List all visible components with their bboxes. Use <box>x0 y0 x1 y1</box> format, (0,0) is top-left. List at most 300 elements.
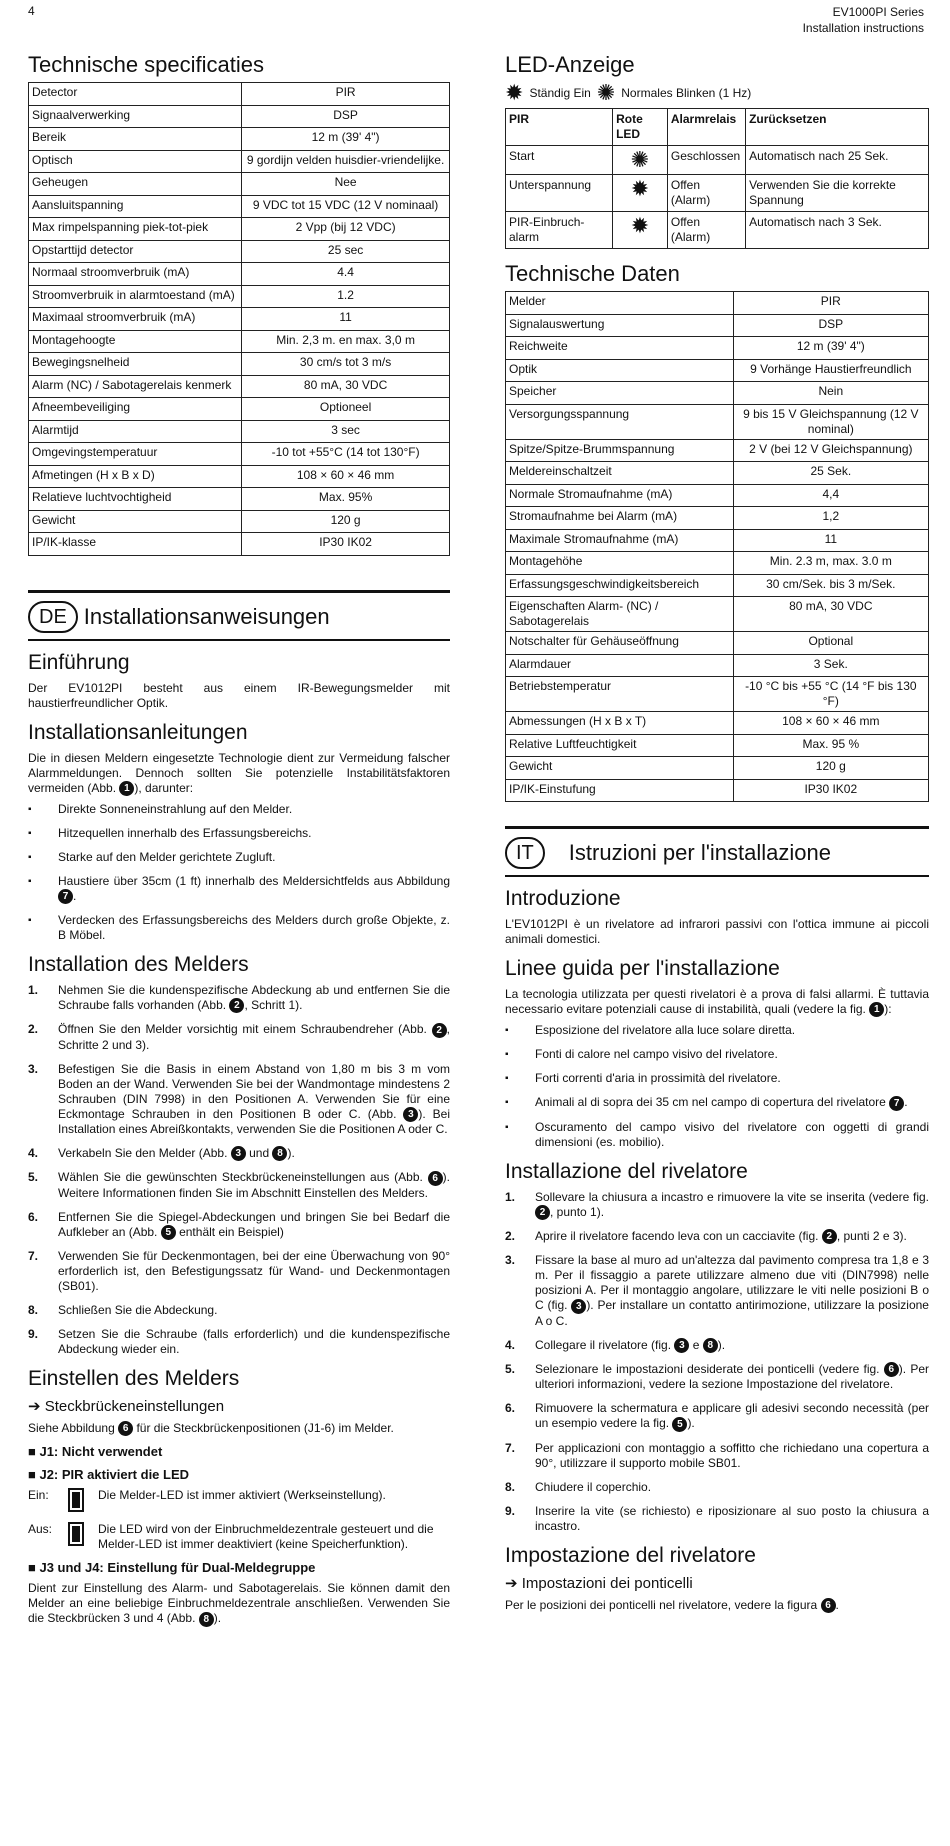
series-name: EV1000PI Series <box>832 5 924 19</box>
spec-label: Stroomverbruik in alarmtoestand (mA) <box>29 285 242 308</box>
text: ). <box>717 1337 726 1352</box>
table-row <box>29 150 450 173</box>
table-row <box>506 212 929 249</box>
spec-value: 30 cm/s tot 3 m/s <box>242 353 450 376</box>
step-text <box>58 1327 450 1357</box>
spec-label: Aansluitspanning <box>29 195 242 218</box>
text: ). <box>687 1416 695 1431</box>
list-item: ▪ Hitzequellen innerhalb des Erfassungsbereichs. <box>28 826 450 841</box>
spec-value: Max. 95 % <box>733 734 928 757</box>
text: Per applicazioni con montaggio a soffitto che richiedano una copertura a 90°, utilizzare il supporto mobile SB01. <box>535 1440 929 1470</box>
it-guide-heading: Linee guida per l'installazione <box>505 957 780 980</box>
text: ). <box>213 1611 222 1626</box>
text: Inserire la vite (se richiesto) e riposizionare al suo posto la chiusura a incastro. <box>535 1503 929 1533</box>
spec-label: Abmessungen (H x B x T) <box>506 712 734 735</box>
step-text <box>535 1338 929 1353</box>
it-bullet-list <box>505 1023 929 1149</box>
figure-ref: 6 <box>884 1362 899 1377</box>
table-row <box>506 462 929 485</box>
spec-label: Relative Luftfeuchtigkeit <box>506 734 734 757</box>
de-settings-heading: Einstellen des Melders <box>28 1367 240 1391</box>
text: Entfernen Sie die Spiegel-Abdeckungen und bringen Sie bei Bedarf die Aufkleber an (Abb. <box>58 1209 450 1239</box>
led-blink-icon: ✺ <box>630 147 650 172</box>
step-number: 6. <box>505 1401 516 1416</box>
language-badge: DE <box>28 601 78 633</box>
reset-info: Verwenden Sie die korrekte Spannung <box>746 175 929 212</box>
it-guide-text <box>505 987 929 1017</box>
spec-value: 80 mA, 30 VDC <box>242 375 450 398</box>
spec-value: 3 sec <box>242 420 450 443</box>
text: Per le posizioni dei ponticelli nel rivelatore, vedere la figura <box>505 1597 818 1612</box>
table-row <box>506 712 929 735</box>
spec-label: Signalauswertung <box>506 314 734 337</box>
spec-label: Erfassungsgeschwindigkeitsbereich <box>506 574 734 597</box>
spec-value: Min. 2,3 m. en max. 3,0 m <box>242 330 450 353</box>
step-item <box>505 1401 929 1431</box>
de-specs-table <box>505 291 929 802</box>
text: Nehmen Sie die kundenspezifische Abdeckung ab und entfernen Sie die Schraube falls vorhanden (Abb. <box>58 983 450 1013</box>
doc-type: Installation instructions <box>802 21 924 35</box>
table-row <box>506 632 929 655</box>
spec-value: -10 tot +55°C (14 tot 130°F) <box>242 443 450 466</box>
table-row <box>506 292 929 315</box>
spec-value: IP30 IK02 <box>242 533 450 556</box>
table-row <box>29 398 450 421</box>
spec-label: Reichweite <box>506 337 734 360</box>
step-text <box>58 1210 450 1240</box>
spec-value: 4,4 <box>733 484 928 507</box>
page-number: 4 <box>28 4 35 18</box>
figure-ref: 2 <box>535 1205 550 1220</box>
spec-label: Spitze/Spitze-Brummspannung <box>506 439 734 462</box>
table-row <box>506 529 929 552</box>
spec-value: 9 Vorhänge Haustierfreundlich <box>733 359 928 382</box>
j34-heading: ■ J3 und J4: Einstellung für Dual-Meldegruppe <box>28 1560 316 1576</box>
spec-label: Bewegingsnelheid <box>29 353 242 376</box>
spec-value: 1,2 <box>733 507 928 530</box>
de-jumper-text <box>28 1421 450 1436</box>
text: Öffnen Sie den Melder vorsichtig mit einem Schraubendreher (Abb. <box>58 1022 427 1037</box>
step-item <box>28 1210 450 1240</box>
spec-value: 25 Sek. <box>733 462 928 485</box>
led-on-icon: ✹ <box>630 176 650 201</box>
nl-specs-title: Technische specificaties <box>28 52 265 77</box>
spec-value: Max. 95% <box>242 488 450 511</box>
step-item <box>505 1190 929 1220</box>
de-bullet-list <box>28 802 450 943</box>
spec-value: Nee <box>242 173 450 196</box>
step-number: 1. <box>505 1189 516 1204</box>
list-item: ▪ Forti correnti d'aria in prossimità del rivelatore. <box>505 1071 929 1086</box>
led-on-label: Ständig Ein <box>529 86 591 100</box>
spec-value: 9 VDC tot 15 VDC (12 V nominaal) <box>242 195 450 218</box>
table-row <box>29 488 450 511</box>
spec-label: Gewicht <box>29 510 242 533</box>
j2-heading: ■ J2: PIR aktiviert die LED <box>28 1467 190 1483</box>
led-legend <box>505 82 929 104</box>
section-title: Installationsanweisungen <box>83 603 330 629</box>
led-state: Unterspannung <box>506 175 613 212</box>
spec-label: Max rimpelspanning piek-tot-piek <box>29 218 242 241</box>
text: ): <box>884 1002 892 1016</box>
j34-text <box>28 1581 450 1626</box>
table-row <box>29 533 450 556</box>
text: ). Per installare un contatto antirimozione, utilizzare la posizione A o C. <box>535 1298 929 1328</box>
led-on-icon: ✹ <box>505 80 524 105</box>
table-row <box>506 552 929 575</box>
table-row <box>506 507 929 530</box>
step-number: 8. <box>28 1303 39 1318</box>
column-header: Zurücksetzen <box>746 109 929 146</box>
spec-label: Versorgungsspannung <box>506 404 734 439</box>
step-item <box>28 1022 450 1052</box>
figure-ref: 7 <box>889 1096 904 1111</box>
spec-label: Afmetingen (H x B x D) <box>29 465 242 488</box>
column-header: Alarmrelais <box>667 109 745 146</box>
table-row <box>506 597 929 632</box>
spec-label: Signaalverwerking <box>29 105 242 128</box>
text: Verwenden Sie für Deckenmontagen, bei der eine Überwachung von 90° erforderlich ist, den Befestigungssatz für Wand- und Deckenmontagen (SB01). <box>58 1249 450 1294</box>
j1-heading: ■ J1: Nicht verwendet <box>28 1444 163 1460</box>
spec-value: DSP <box>733 314 928 337</box>
step-item <box>505 1504 929 1534</box>
spec-value: 120 g <box>733 757 928 780</box>
jumper-on-icon <box>68 1488 84 1512</box>
table-row <box>506 757 929 780</box>
reset-info: Automatisch nach 3 Sek. <box>746 212 929 249</box>
step-text <box>535 1401 929 1431</box>
de-jumper-heading: ➔ Steckbrückeneinstellungen <box>28 1398 225 1416</box>
table-row <box>506 146 929 175</box>
led-indicator-cell <box>613 212 668 249</box>
step-number: 9. <box>505 1503 516 1518</box>
spec-label: IP/IK-Einstufung <box>506 779 734 802</box>
step-text <box>535 1190 929 1220</box>
running-header <box>803 4 924 36</box>
step-number: 4. <box>505 1337 516 1352</box>
spec-value: 3 Sek. <box>733 654 928 677</box>
text: ). Per ulteriori informazioni, vedere la sezione Impostazione del rivelatore. <box>535 1361 929 1392</box>
relay-state: Offen (Alarm) <box>667 175 745 212</box>
text: ). Weitere Informationen finden Sie im Abschnitt Einstellen des Melders. <box>58 1170 450 1200</box>
spec-label: Geheugen <box>29 173 242 196</box>
text: ), darunter: <box>134 780 194 795</box>
step-item <box>28 983 450 1013</box>
text: für die Steckbrückenpositionen (J1-6) im Melder. <box>136 1421 394 1436</box>
table-row <box>506 314 929 337</box>
step-text <box>58 983 450 1013</box>
step-number: 5. <box>28 1170 39 1185</box>
spec-value: 108 × 60 × 46 mm <box>733 712 928 735</box>
right-column <box>505 52 929 1619</box>
jumper-on-text: Die Melder-LED ist immer aktiviert (Werkseinstellung). <box>98 1488 386 1503</box>
spec-label: Opstarttijd detector <box>29 240 242 263</box>
step-text <box>535 1229 929 1244</box>
table-row <box>506 439 929 462</box>
step-item <box>505 1480 929 1495</box>
text: J3 und J4: Einstellung für Dual-Meldegruppe <box>39 1560 316 1576</box>
text: enthält ein Beispiel) <box>175 1224 284 1239</box>
spec-value: 9 gordijn velden huisdier-vriendelijke. <box>242 150 450 173</box>
figure-ref: 3 <box>403 1107 418 1122</box>
figure-ref: 2 <box>432 1023 447 1038</box>
table-row <box>29 105 450 128</box>
figure-ref: 8 <box>272 1146 287 1161</box>
spec-label: Maximaal stroomverbruik (mA) <box>29 308 242 331</box>
list-item: ▪ Direkte Sonneneinstrahlung auf den Melder. <box>28 802 450 817</box>
step-number: 2. <box>505 1228 516 1243</box>
text: Dient zur Einstellung des Alarm- und Sabotagerelais. Sie können damit den Melder an eine beliebige Einbruchmeldezentrale anschließen. Verwenden Sie die Steckbrücken 3 und 4 (Abb. <box>28 1581 450 1626</box>
table-row <box>29 353 450 376</box>
step-item <box>505 1362 929 1392</box>
spec-label: Montagehoogte <box>29 330 242 353</box>
led-table <box>505 108 929 249</box>
text: Befestigen Sie die Basis in einem Abstand von 1,80 m bis 3 m vom Boden an der Wand. Verwenden Sie bei der Wandmontage mindestens 2 Schrauben (DIN 7998) in den Positionen A. Verwenden Sie für eine Eckmontage Schrauben in den Positionen B oder C. (Abb. <box>58 1061 450 1121</box>
step-text <box>58 1062 450 1137</box>
jumper-on-label: Ein: <box>28 1488 49 1503</box>
text: Impostazioni dei ponticelli <box>521 1574 693 1592</box>
led-indicator-cell <box>613 175 668 212</box>
de-steps <box>28 983 450 1357</box>
led-indicator-cell <box>613 146 668 175</box>
text: Aprire il rivelatore facendo leva con un cacciavite (fig. <box>535 1228 819 1243</box>
step-item <box>505 1253 929 1328</box>
relay-state: Geschlossen <box>667 146 745 175</box>
step-text <box>535 1441 929 1471</box>
jumper-off-icon <box>68 1522 84 1546</box>
led-state: PIR-Einbruch-alarm <box>506 212 613 249</box>
spec-label: Meldereinschaltzeit <box>506 462 734 485</box>
column-header: Rote LED <box>613 109 668 146</box>
step-text <box>58 1249 450 1294</box>
spec-value: 2 V (bei 12 V Gleichspannung) <box>733 439 928 462</box>
jumper-off-row <box>28 1522 450 1552</box>
step-item <box>28 1249 450 1294</box>
figure-ref: 5 <box>672 1417 687 1432</box>
step-text <box>535 1480 929 1495</box>
list-item: ▪ Fonti di calore nel campo visivo del rivelatore. <box>505 1047 929 1062</box>
spec-value: PIR <box>733 292 928 315</box>
spec-value: 30 cm/Sek. bis 3 m/Sek. <box>733 574 928 597</box>
list-item: ▪ Starke auf den Melder gerichtete Zugluft. <box>28 850 450 865</box>
step-number: 1. <box>28 983 39 998</box>
spec-value: IP30 IK02 <box>733 779 928 802</box>
text: Collegare il rivelatore (fig. <box>535 1337 672 1352</box>
table-row <box>29 510 450 533</box>
step-number: 9. <box>28 1327 39 1342</box>
led-on-icon: ✹ <box>630 213 650 238</box>
figure-ref: 3 <box>674 1338 689 1353</box>
step-item <box>505 1338 929 1353</box>
table-row <box>506 382 929 405</box>
spec-label: Omgevingstemperatuur <box>29 443 242 466</box>
text: Fissare la base al muro ad un'altezza dal pavimento compresa tra 1,8 e 3 m. Per il fissaggio a parete utilizzare almeno due viti (DIN7998) nelle posizioni A. Per il montaggio angolare, utilizzare le viti nelle posizioni B o C (fig. <box>535 1253 929 1313</box>
list-item: ▪ Esposizione del rivelatore alla luce solare diretta. <box>505 1023 929 1038</box>
relay-state: Offen (Alarm) <box>667 212 745 249</box>
table-row <box>506 574 929 597</box>
figure-ref: 1 <box>869 1002 884 1017</box>
spec-value: Min. 2.3 m, max. 3.0 m <box>733 552 928 575</box>
spec-label: Betriebstemperatur <box>506 677 734 712</box>
led-state: Start <box>506 146 613 175</box>
table-row <box>29 308 450 331</box>
table-row <box>506 359 929 382</box>
step-text <box>58 1170 450 1200</box>
it-section-header <box>505 826 929 877</box>
list-item: ▪ Animali al di sopra dei 35 cm nel campo di copertura del rivelatore 7 . <box>505 1095 929 1110</box>
spec-label: Relatieve luchtvochtigheid <box>29 488 242 511</box>
jumper-off-text: Die LED wird von der Einbruchmeldezentrale gesteuert und die Melder-LED ist immer deaktiviert (keine Speicherfunktion). <box>98 1522 434 1552</box>
jumper-on-row <box>28 1488 450 1516</box>
text: , Schritte 2 und 3). <box>58 1022 450 1052</box>
step-number: 6. <box>28 1209 39 1224</box>
text: J2: PIR aktiviert die LED <box>39 1467 190 1483</box>
text: J1: Nicht verwendet <box>39 1444 163 1460</box>
spec-value: Optioneel <box>242 398 450 421</box>
section-title: Istruzioni per l'installazione <box>568 840 831 865</box>
step-number: 2. <box>28 1022 39 1037</box>
spec-value: 1.2 <box>242 285 450 308</box>
list-item: ▪ Verdecken des Erfassungsbereichs des Melders durch große Objekte, z. B Möbel. <box>28 913 450 943</box>
table-header-row <box>506 109 929 146</box>
step-item <box>28 1327 450 1357</box>
it-install-heading: Installazione del rivelatore <box>505 1159 748 1183</box>
figure-ref: 6 <box>821 1598 836 1613</box>
spec-label: Melder <box>506 292 734 315</box>
table-row <box>506 404 929 439</box>
spec-label: Maximale Stromaufnahme (mA) <box>506 529 734 552</box>
text: Selezionare le impostazioni desiderate dei ponticelli (vedere fig. <box>535 1361 880 1376</box>
step-number: 7. <box>505 1440 516 1455</box>
spec-label: IP/IK-klasse <box>29 533 242 556</box>
de-specs-title: Technische Daten <box>505 261 680 286</box>
step-item <box>28 1170 450 1200</box>
step-text <box>58 1303 450 1318</box>
text: Die in diesen Meldern eingesetzte Technologie dient zur Vermeidung falscher Alarmmeldungen. Dennoch sollten Sie potenzielle Instabilitätsfaktoren vermeiden (Abb. <box>28 750 450 795</box>
step-item <box>28 1062 450 1137</box>
step-number: 8. <box>505 1479 516 1494</box>
spec-value: 9 bis 15 V Gleichspannung (12 V nominal) <box>733 404 928 439</box>
spec-value: 12 m (39' 4") <box>733 337 928 360</box>
text: Haustiere über 35cm (1 ft) innerhalb des Meldersichtfelds aus Abbildung <box>58 873 450 888</box>
de-guide-text <box>28 751 450 796</box>
text: , punto 1). <box>550 1204 605 1219</box>
text: La tecnologia utilizzata per questi rivelatori è a prova di falsi allarmi. È tuttavia necessario evitare potenziali cause di instabilità, quali (vedere la fig. <box>505 987 929 1016</box>
figure-ref: 2 <box>822 1229 837 1244</box>
step-item <box>28 1303 450 1318</box>
table-row <box>506 484 929 507</box>
text: Schließen Sie die Abdeckung. <box>58 1303 218 1318</box>
spec-label: Optik <box>506 359 734 382</box>
spec-label: Alarmdauer <box>506 654 734 677</box>
led-blink-icon: ✺ <box>596 80 616 105</box>
table-row <box>506 734 929 757</box>
text: Steckbrückeneinstellungen <box>44 1398 225 1416</box>
list-item: ▪ Haustiere über 35cm (1 ft) innerhalb des Meldersichtfelds aus Abbildung 7 . <box>28 874 450 904</box>
step-number: 3. <box>505 1253 516 1268</box>
reset-info: Automatisch nach 25 Sek. <box>746 146 929 175</box>
table-row <box>29 173 450 196</box>
spec-label: Eigenschaften Alarm- (NC) / Sabotagerelais <box>506 597 734 632</box>
spec-value: -10 °C bis +55 °C (14 °F bis 130 °F) <box>733 677 928 712</box>
table-row <box>506 337 929 360</box>
it-intro-text: L'EV1012PI è un rivelatore ad infrarori passivi con l'ottica immune ai piccoli animali domestici. <box>505 917 929 946</box>
it-settings-heading: Impostazione del rivelatore <box>505 1543 756 1567</box>
table-row <box>506 654 929 677</box>
spec-label: Normaal stroomverbruik (mA) <box>29 263 242 286</box>
table-row <box>29 195 450 218</box>
spec-label: Gewicht <box>506 757 734 780</box>
column-header: PIR <box>506 109 613 146</box>
step-number: 5. <box>505 1361 516 1376</box>
figure-ref: 5 <box>161 1225 176 1240</box>
figure-ref: 2 <box>229 998 244 1013</box>
text: Sollevare la chiusura a incastro e rimuovere la vite se inserita (vedere fig. <box>535 1189 929 1204</box>
it-intro-heading: Introduzione <box>505 887 621 910</box>
step-item <box>28 1146 450 1161</box>
text: ). <box>287 1146 295 1161</box>
step-item <box>505 1441 929 1471</box>
list-item: ▪ Oscuramento del campo visivo del rivelatore con oggetti di grandi dimensioni (es. mobilio). <box>505 1120 929 1150</box>
table-row <box>29 83 450 106</box>
spec-label: Stromaufnahme bei Alarm (mA) <box>506 507 734 530</box>
text: Wählen Sie die gewünschten Steckbrückeneinstellungen aus (Abb. <box>58 1170 423 1185</box>
nl-specs-table <box>28 82 450 556</box>
table-row <box>29 420 450 443</box>
table-row <box>29 465 450 488</box>
step-number: 4. <box>28 1146 39 1161</box>
spec-value: 12 m (39' 4") <box>242 128 450 151</box>
spec-label: Afneembeveiliging <box>29 398 242 421</box>
spec-value: DSP <box>242 105 450 128</box>
spec-label: Alarm (NC) / Sabotagerelais kenmerk <box>29 375 242 398</box>
text: Chiudere il coperchio. <box>535 1479 652 1494</box>
de-section-header <box>28 590 450 641</box>
led-title: LED-Anzeige <box>505 52 635 77</box>
step-number: 7. <box>28 1249 39 1264</box>
spec-value: 25 sec <box>242 240 450 263</box>
figure-ref: 6 <box>118 1421 133 1436</box>
table-row <box>29 375 450 398</box>
it-steps <box>505 1190 929 1534</box>
text: Animali al di sopra dei 35 cm nel campo di copertura del rivelatore <box>535 1095 886 1110</box>
spec-label: Optisch <box>29 150 242 173</box>
spec-label: Alarmtijd <box>29 420 242 443</box>
text: . <box>835 1597 839 1612</box>
step-text <box>535 1362 929 1392</box>
spec-value: 80 mA, 30 VDC <box>733 597 928 632</box>
spec-value: PIR <box>242 83 450 106</box>
it-jumper-text <box>505 1598 929 1613</box>
step-text <box>535 1504 929 1534</box>
table-row <box>29 218 450 241</box>
spec-label: Bereik <box>29 128 242 151</box>
figure-ref: 3 <box>571 1299 586 1314</box>
spec-value: 120 g <box>242 510 450 533</box>
spec-value: 2 Vpp (bij 12 VDC) <box>242 218 450 241</box>
table-row <box>29 263 450 286</box>
text: und <box>245 1146 273 1161</box>
step-number: 3. <box>28 1061 39 1076</box>
table-row <box>29 285 450 308</box>
spec-value: 11 <box>242 308 450 331</box>
it-jumper-heading: ➔ Impostazioni dei ponticelli <box>505 1574 693 1592</box>
figure-ref: 6 <box>428 1171 443 1186</box>
de-install-heading: Installation des Melders <box>28 953 249 977</box>
language-badge: IT <box>505 837 545 869</box>
text: Siehe Abbildung <box>28 1421 115 1436</box>
spec-label: Detector <box>29 83 242 106</box>
